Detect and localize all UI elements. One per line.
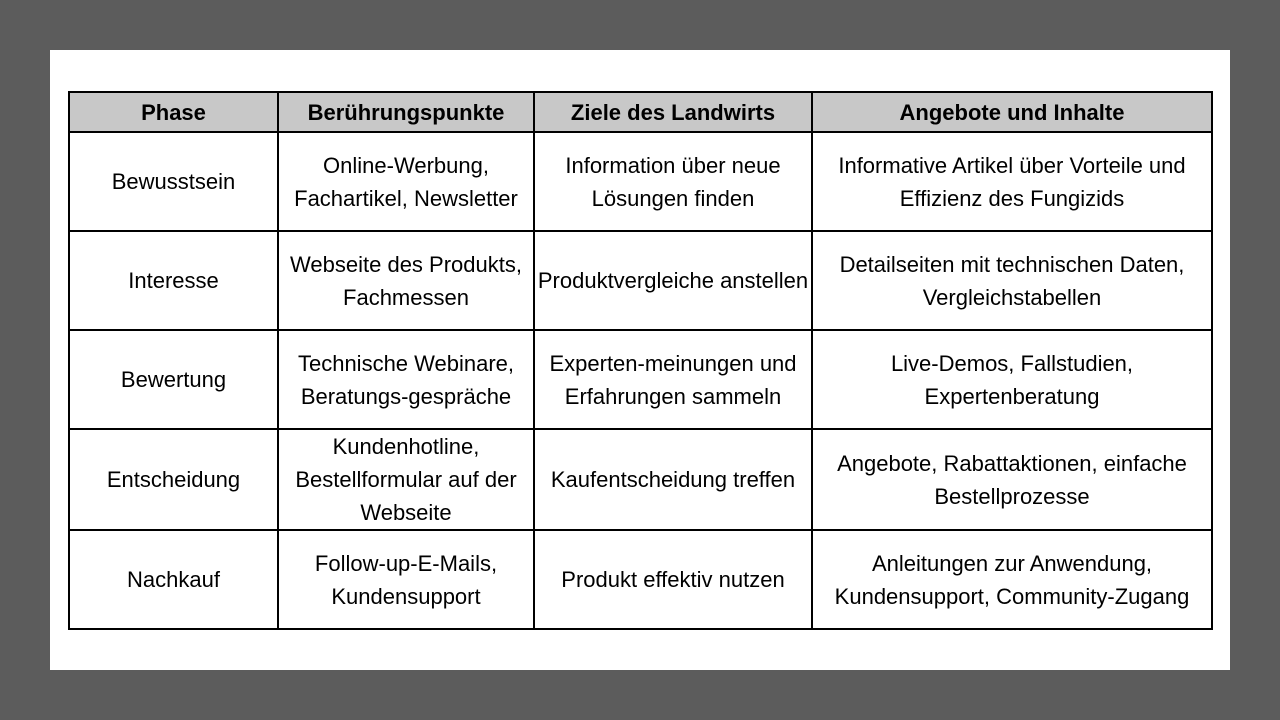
goals-cell: Produktvergleiche anstellen	[534, 231, 812, 330]
table-row	[69, 530, 1212, 629]
table-header-row	[69, 92, 1212, 132]
phase-cell: Bewusstsein	[69, 132, 278, 231]
offers-cell: Angebote, Rabattaktionen, einfache Bestellprozesse	[812, 429, 1212, 530]
goals-cell: Experten-meinungen und Erfahrungen sammeln	[534, 330, 812, 429]
touchpoints-cell: Follow-up-E-Mails, Kundensupport	[278, 530, 534, 629]
slide-canvas	[50, 50, 1230, 670]
phase-cell: Nachkauf	[69, 530, 278, 629]
goals-cell: Kaufentscheidung treffen	[534, 429, 812, 530]
touchpoints-cell: Online-Werbung, Fachartikel, Newsletter	[278, 132, 534, 231]
phase-cell: Entscheidung	[69, 429, 278, 530]
table-row	[69, 231, 1212, 330]
goals-cell: Produkt effektiv nutzen	[534, 530, 812, 629]
offers-cell: Informative Artikel über Vorteile und Effizienz des Fungizids	[812, 132, 1212, 231]
table-row	[69, 330, 1212, 429]
touchpoints-cell: Webseite des Produkts, Fachmessen	[278, 231, 534, 330]
touchpoints-cell: Kundenhotline, Bestellformular auf der Webseite	[278, 429, 534, 530]
header-offers: Angebote und Inhalte	[812, 92, 1212, 132]
offers-cell: Detailseiten mit technischen Daten, Vergleichstabellen	[812, 231, 1212, 330]
header-goals: Ziele des Landwirts	[534, 92, 812, 132]
customer-journey-table	[68, 91, 1213, 630]
offers-cell: Live-Demos, Fallstudien, Expertenberatung	[812, 330, 1212, 429]
table-row	[69, 132, 1212, 231]
table-row	[69, 429, 1212, 530]
touchpoints-cell: Technische Webinare, Beratungs-gespräche	[278, 330, 534, 429]
offers-cell: Anleitungen zur Anwendung, Kundensupport, Community-Zugang	[812, 530, 1212, 629]
header-phase: Phase	[69, 92, 278, 132]
phase-cell: Bewertung	[69, 330, 278, 429]
phase-cell: Interesse	[69, 231, 278, 330]
goals-cell: Information über neue Lösungen finden	[534, 132, 812, 231]
header-touchpoints: Berührungspunkte	[278, 92, 534, 132]
